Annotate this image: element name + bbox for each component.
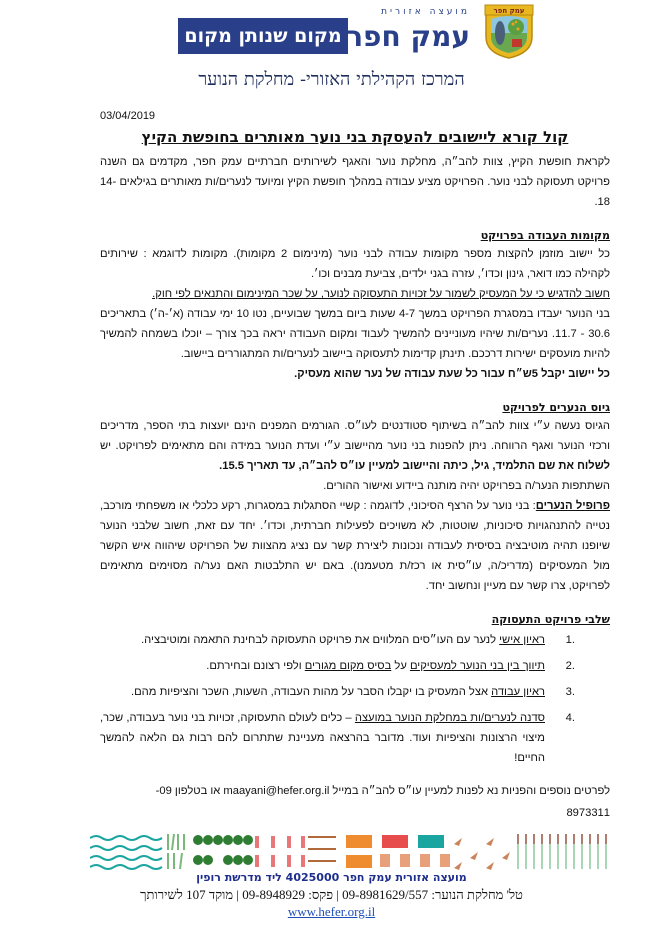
workplaces-paragraph [100, 244, 610, 384]
stages-heading-text: שלבי פרויקט התעסוקה [491, 613, 610, 626]
slogan-box: מקום שנותן מקום [178, 18, 348, 54]
stage-title: תיווך בין בני הנוער למעסיקים [409, 660, 545, 672]
stage-title: ראיון אישי [499, 634, 545, 646]
stage-number: 3. [565, 686, 575, 698]
stage-item [100, 630, 575, 650]
page-header [0, 0, 663, 100]
stage-text: אצל המעסיק בו יקבלו הסבר על מהות העבודה, השעות, השכר והציפיות מהם. [130, 686, 492, 698]
intro-paragraph: לקראת חופשת הקיץ, צוות להב״ה, מחלקת נוער והאגף לשירותים חברתיים עמק חפר, מקדמים גם השנה פרויקט תעסוקה לבני נוער. הפרויקט מציע עבודה במהלך חופשת הקיץ ומיועד לנערים/ות מאותרים בגילאים 14-18. [100, 156, 610, 208]
section-workplaces [100, 228, 610, 384]
stage-title: סדנה לנערים/ות במחלקת הנוער במועצה [354, 712, 545, 724]
reeds-icon [168, 834, 184, 869]
paper-plane-icon [454, 838, 510, 870]
department-title: המרכז הקהילתי האזורי- מחלקת הנוער [198, 69, 465, 90]
contact-paragraph [100, 780, 610, 824]
stages-list [100, 630, 575, 768]
recruitment-p1 [100, 416, 610, 476]
profile-label: פרופיל הנערים [535, 500, 610, 512]
contact-phone: 8973311 [566, 807, 610, 819]
document-title-text: קול קורא ליישובים להעסקת בני נוער מאותרים בחופשת הקיץ [141, 128, 569, 146]
recruitment-paragraph [100, 416, 610, 596]
section-heading-stages [100, 612, 610, 628]
stage-item [100, 682, 575, 702]
section-heading-workplaces [100, 228, 610, 244]
section-recruitment [100, 400, 610, 596]
stage-text-2: ולפי רצונם ובחירתם. [206, 660, 305, 672]
contact-text: לפרטים נוספים והפניות נא לפנות למעיין עו״ס להב״ה במייל [329, 785, 610, 797]
grass-icon [518, 834, 606, 869]
profile-text: : בני נוער על הרצף הסיכוני, לדוגמה : קשיי הסתגלות במסגרות, רקע כלכלי או משפחתי מורכב, נטייה להתנהגויות סיכוניות, שוטטות, לא משויכים לפעילות חברתית, וכדו׳. יחד עם זאת, חשוב שלבני הנוער שיופנו תהיה מוטיבציה בסיסית לעבודה ונכונות ליצירת קשר עם נציג מהצוות של הפרויקט שיהווה איש הקשר מול המעסיקים (מדריכ/ה, עו״סית או רכז/ת מטעמנו). באם יש התלבטות האם נער/ה מסוימים מתאימים לפרויקט, צרו קשר עם מעיין ונחשוב יחד. [100, 500, 610, 592]
orange-tree-icon [193, 835, 253, 865]
waves-icon [90, 836, 162, 869]
page-footer [0, 832, 663, 921]
recruitment-profile [100, 496, 610, 596]
workplaces-payment-note: כל יישוב יקבל 5ש״ח עבור כל שעת עבודה של נער שהוא מעסיק. [294, 368, 610, 380]
stage-text: על [391, 660, 410, 672]
stage-title: ראיון עבודה [491, 686, 545, 698]
stage-number: 1. [565, 634, 575, 646]
farmer-icon [255, 836, 305, 867]
document-title [100, 126, 610, 148]
footer-address: מועצה אזורית עמק חפר 4025000 ליד מדרשת רופין [196, 871, 467, 884]
council-emblem-icon [480, 3, 538, 59]
workplaces-heading-text: מקומות העבודה בפרויקט [480, 229, 610, 242]
stage-text: – כלים לעולם התעסוקה, זכויות בני נוער בעבודה, שכר, מיצוי הרצונות והציפיות ועוד. מדובר בהרצאה מעניינת שתתרום להם רבות גם הלאה להמשך החיים! [100, 712, 545, 764]
contact-email-link[interactable]: maayani@hefer.org.il [223, 785, 330, 797]
brand-subtitle: מועצה אזורית [381, 7, 470, 17]
recruitment-p1-text: הגיוס נעשה ע״י צוות להב״ה בשיתוף סטודנטים לעו״ס. הגורמים המפנים הינם יועצות בתי הספר, מדריכים ורכזי הנוער ואגף הרווחה. ניתן להפנות בני נוער מהיישוב ע״י ועדת הנוער במידה והם מתאימים לפרויקט. יש [100, 420, 610, 452]
footer-website-link[interactable]: www.hefer.org.il [287, 904, 376, 919]
section-stages [100, 612, 610, 768]
document-date: 03/04/2019 [100, 110, 156, 122]
contact-text-after: או בטלפון 09- [155, 785, 224, 797]
workplaces-legal-note: חשוב להדגיש כי על המעסיק לשמור על זכויות התעסוקה לנוער, על שכר המינימום והתנאים לפי חוק. [152, 288, 610, 300]
stage-item [100, 656, 575, 676]
stage-subtitle: בסיס מקום מגורים [304, 660, 392, 672]
document-body [100, 108, 610, 824]
stage-number: 2. [565, 660, 575, 672]
footer-illustration [90, 832, 610, 870]
recruitment-parents-note: השתתפות הנער/ה בפרויקט יהיה מותנה ביידוע ואישור ההורים. [323, 480, 610, 492]
stage-item [100, 708, 575, 768]
recruitment-submit-note: לשלוח את שם התלמיד, גיל, כיתה והיישוב למעיין עו״ס להב״ה, עד תאריך 15.5. [219, 460, 610, 472]
header-banner [175, 6, 475, 58]
workplaces-p1: כל יישוב מוזמן להקצות מספר מקומות עבודה לבני נוער (מינימום 2 מקומות). מקומות לדוגמא : שירותים לקהילה כמו דואר, גינון וכדו׳, עזרה בגני ילדים, צביעת מבנים וכו׳. [100, 248, 610, 280]
book-icon [380, 854, 450, 867]
workplaces-p3: בני הנוער יעבדו במסגרת הפרויקט במשך 4-7 שעות ביום במשך שבועיים, נטו 10 ימי עבודה (א׳-ה׳) בתאריכים 30.6 - 11.7. נערים/ות שיהיו מעוניינים להמשיך לעבוד ומקום העבודה יראה בכך צורך – יוכלו בשמחה להמשיך להיות מועסקים ישירות דרככם. תינתן קדימות לתעסוקה ביישוב לנערים/ות המתגוררים ביישוב. [100, 308, 610, 360]
footer-phones: טל' מחלקת הנוער: 09-8981629/557 | פקס: 09-8948929 | מוקד 107 לשירותך [140, 887, 523, 902]
stage-number: 4. [565, 712, 575, 724]
stage-text: לנער עם העו״סים המלווים את פרויקט התעסוקה לבחינת התאמה ומוטיבציה. [141, 634, 500, 646]
brand-name: עמק חפר [346, 20, 470, 53]
recruitment-heading-text: גיוס הנערים לפרויקט [502, 401, 610, 414]
picnic-table-icon [308, 836, 336, 862]
emblem-label: עמק חפר [493, 7, 525, 15]
section-heading-recruitment [100, 400, 610, 416]
